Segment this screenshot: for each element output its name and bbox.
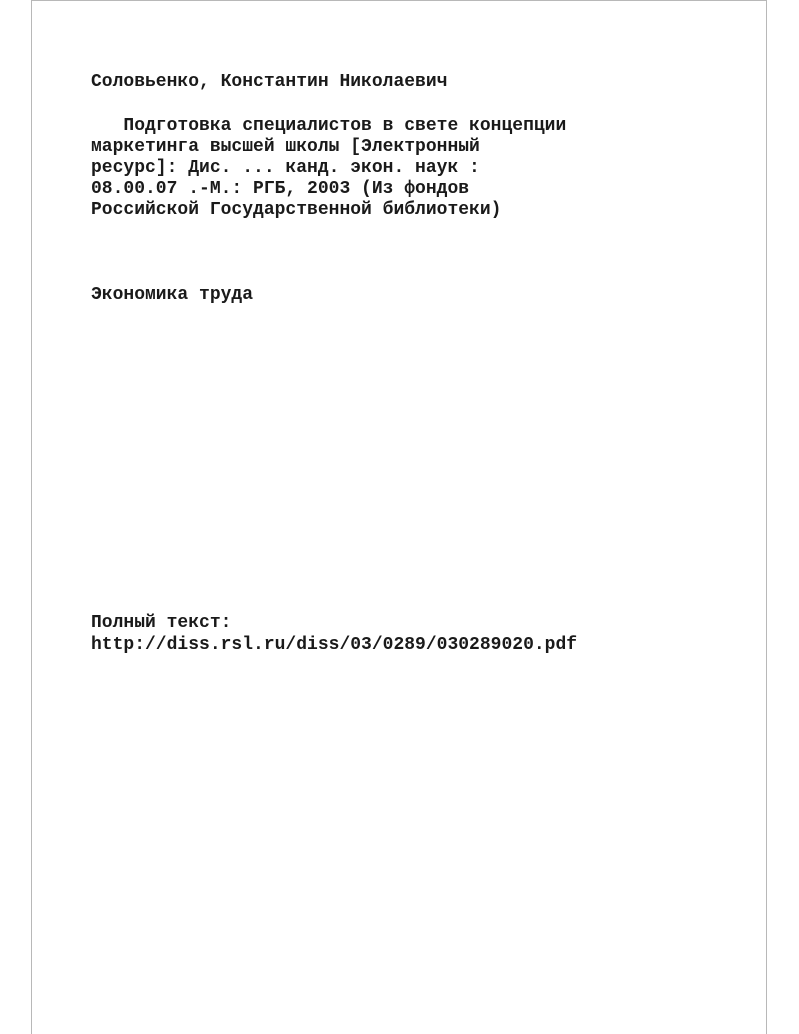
- title-block: [91, 116, 566, 221]
- fulltext-url[interactable]: http://diss.rsl.ru/diss/03/0289/030289020.pdf: [91, 635, 578, 655]
- title-line: 08.00.07 .-М.: РГБ, 2003 (Из фондов: [91, 179, 470, 199]
- fulltext-label: Полный текст:: [91, 613, 232, 633]
- catalog-card: [31, 0, 767, 1034]
- title-line: Российской Государственной библиотеки): [91, 200, 502, 220]
- title-line: маркетинга высшей школы [Электронный: [91, 137, 480, 157]
- subject-heading: Экономика труда: [91, 285, 254, 305]
- title-line: Подготовка специалистов в свете концепции: [91, 116, 567, 136]
- title-line: ресурс]: Дис. ... канд. экон. наук :: [91, 158, 480, 178]
- author-name: Соловьенко, Константин Николаевич: [91, 72, 448, 92]
